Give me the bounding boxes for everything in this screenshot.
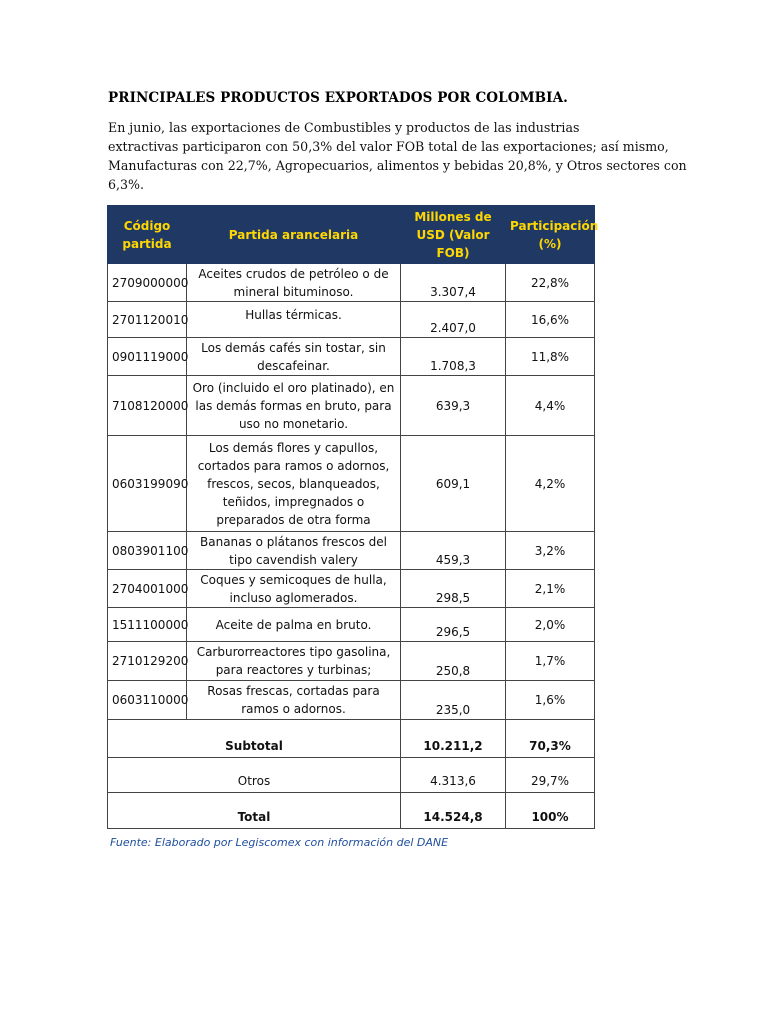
row-share: 16,6% xyxy=(506,302,595,338)
row-code: 7108120000 xyxy=(108,376,187,436)
paragraph-line: Manufacturas con 22,7%, Agropecuarios, alimentos y bebidas 20,8%, y Otros sectores con xyxy=(108,158,687,173)
otros-row xyxy=(108,758,595,793)
subtotal-share: 70,3% xyxy=(506,720,595,758)
row-code: 0803901100 xyxy=(108,532,187,570)
total-row xyxy=(108,793,595,829)
paragraph-line: extractivas participaron con 50,3% del valor FOB total de las exportaciones; así mismo, xyxy=(108,139,669,154)
row-code: 2710129200 xyxy=(108,642,187,681)
row-value: 3.307,4 xyxy=(401,264,506,302)
row-share: 11,8% xyxy=(506,338,595,376)
row-desc: Oro (incluido el oro platinado), en las demás formas en bruto, para uso no monetario. xyxy=(187,376,401,436)
exports-table xyxy=(107,205,599,829)
row-code: 2709000000 xyxy=(108,264,187,302)
subtotal-row xyxy=(108,720,595,758)
header-value: Millones de USD (Valor FOB) xyxy=(401,206,506,264)
row-code: 0603110000 xyxy=(108,681,187,720)
row-value: 250,8 xyxy=(401,642,506,681)
row-share: 2,1% xyxy=(506,570,595,608)
row-share: 4,2% xyxy=(506,436,595,532)
row-desc: Aceites crudos de petróleo o de mineral bituminoso. xyxy=(187,264,401,302)
row-code: 0603199090 xyxy=(108,436,187,532)
source-note: Fuente: Elaborado por Legiscomex con información del DANE xyxy=(110,836,449,849)
row-desc: Bananas o plátanos frescos del tipo cavendish valery xyxy=(187,532,401,570)
row-share: 1,6% xyxy=(506,681,595,720)
table-row xyxy=(108,264,595,302)
paragraph-line: En junio, las exportaciones de Combustibles y productos de las industrias xyxy=(108,120,580,135)
row-share: 4,4% xyxy=(506,376,595,436)
total-label: Total xyxy=(108,793,401,829)
row-value: 296,5 xyxy=(401,608,506,642)
intro-paragraph xyxy=(108,118,687,194)
header-code: Código partida xyxy=(108,206,187,264)
table-row xyxy=(108,532,595,570)
row-desc: Carburorreactores tipo gasolina, para reactores y turbinas; xyxy=(187,642,401,681)
table-row xyxy=(108,338,595,376)
row-value: 609,1 xyxy=(401,436,506,532)
header-desc: Partida arancelaria xyxy=(187,206,401,264)
table-row xyxy=(108,436,595,532)
paragraph-line: 6,3%. xyxy=(108,177,144,192)
row-code: 0901119000 xyxy=(108,338,187,376)
table-row xyxy=(108,608,595,642)
table-row xyxy=(108,570,595,608)
row-desc: Hullas térmicas. xyxy=(187,302,401,338)
subtotal-label: Subtotal xyxy=(108,720,401,758)
table-row xyxy=(108,302,595,338)
row-value: 298,5 xyxy=(401,570,506,608)
otros-value: 4.313,6 xyxy=(401,758,506,793)
total-value: 14.524,8 xyxy=(401,793,506,829)
table-row xyxy=(108,376,595,436)
row-code: 2704001000 xyxy=(108,570,187,608)
row-code: 2701120010 xyxy=(108,302,187,338)
subtotal-value: 10.211,2 xyxy=(401,720,506,758)
row-desc: Aceite de palma en bruto. xyxy=(187,608,401,642)
row-share: 3,2% xyxy=(506,532,595,570)
table-row xyxy=(108,681,595,720)
row-share: 1,7% xyxy=(506,642,595,681)
row-value: 2.407,0 xyxy=(401,302,506,338)
row-share: 22,8% xyxy=(506,264,595,302)
row-code: 1511100000 xyxy=(108,608,187,642)
row-value: 1.708,3 xyxy=(401,338,506,376)
row-desc: Coques y semicoques de hulla, incluso aglomerados. xyxy=(187,570,401,608)
row-desc: Los demás flores y capullos, cortados para ramos o adornos, frescos, secos, blanqueados, teñidos, impregnados o preparados de otra forma xyxy=(187,436,401,532)
row-desc: Rosas frescas, cortadas para ramos o adornos. xyxy=(187,681,401,720)
row-desc: Los demás cafés sin tostar, sin descafeinar. xyxy=(187,338,401,376)
table-row xyxy=(108,642,595,681)
header-share: Participación (%) xyxy=(506,206,595,264)
total-share: 100% xyxy=(506,793,595,829)
document-title: PRINCIPALES PRODUCTOS EXPORTADOS POR COLOMBIA. xyxy=(108,90,568,106)
table-header-row xyxy=(108,206,595,264)
row-value: 459,3 xyxy=(401,532,506,570)
row-share: 2,0% xyxy=(506,608,595,642)
otros-label: Otros xyxy=(108,758,401,793)
otros-share: 29,7% xyxy=(506,758,595,793)
row-value: 235,0 xyxy=(401,681,506,720)
row-value: 639,3 xyxy=(401,376,506,436)
